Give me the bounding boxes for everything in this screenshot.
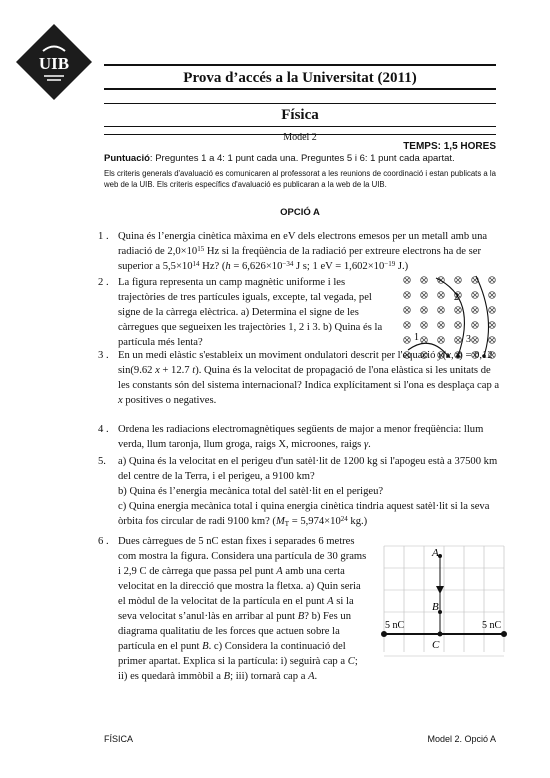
- criteria-text: Els criteris generals d'avaluació es comunicaren al professorat a les reunions de coordinació i estan publicats a la web de la UIB. Els criteris específics d'avaluació es publicaran a la web de la UIB.: [104, 169, 496, 189]
- field-into-page-symbol: [455, 277, 462, 284]
- field-into-page-symbol: [438, 307, 445, 314]
- field-into-page-symbol: [404, 322, 411, 329]
- q5-part-b: b) Quina és l’energia mecànica total del satèl·lit en el perigeu?: [118, 486, 384, 497]
- right-charge: [501, 631, 507, 637]
- field-into-page-symbol: [489, 322, 496, 329]
- field-into-page-symbol: [455, 322, 462, 329]
- trajectory-label-2: 2: [454, 292, 459, 303]
- uib-logo: [14, 22, 94, 102]
- field-into-page-symbol: [472, 292, 479, 299]
- field-into-page-symbol: [421, 292, 428, 299]
- right-charge-label: 5 nC: [482, 620, 502, 631]
- time-label: TEMPS: 1,5 HORES: [403, 141, 496, 152]
- field-into-page-symbol: [421, 337, 428, 344]
- q1-text: Quina és l’energia cinètica màxima en eV dels electrons emesos per un metall amb una radiació de $2,0\times 10^{15}$ Hz si la freqüència de la radiació per extreure electrons ha de ser superior a $5,5\times 10^{14}$ Hz? ($h = 6,626\times 10^{-34}$ J s; 1 eV = $1,602\times 10^{-19}$ J.): [118, 231, 488, 272]
- field-into-page-symbol: [404, 292, 411, 299]
- q2-number: 2 .: [98, 277, 109, 288]
- left-charge-label: 5 nC: [385, 620, 405, 631]
- field-into-page-symbol: [472, 307, 479, 314]
- q3-text: En un medi elàstic s'estableix un moviment ondulatori descrit per l'equació y(x, t) = 0,12 sin(9.62 x + 12.7 t). Quina és la velocitat de propagació de l'ona elàstica si les unitats de les constants són del sistema internacional? Indica explícitament si l'ona es desplaça cap a x positives o negatives.: [118, 350, 500, 406]
- scoring-text: : Preguntes 1 a 4: 1 punt cada una. Preguntes 5 i 6: 1 punt cada apartat.: [149, 153, 455, 164]
- charges-figure: [378, 540, 510, 658]
- field-into-page-symbol: [438, 337, 445, 344]
- field-into-page-symbol: [472, 337, 479, 344]
- trajectory-2: [436, 278, 464, 356]
- field-into-page-symbol: [421, 307, 428, 314]
- point-a-label: A: [432, 547, 439, 559]
- trajectory-label-3: 3: [466, 334, 471, 345]
- point-c-label: C: [432, 639, 440, 651]
- footer-model: Model 2. Opció A: [427, 734, 496, 744]
- subject-rule-mid: [104, 126, 496, 127]
- q5-number: 5.: [98, 456, 106, 467]
- q5-part-a: a) Quina és la velocitat en el perigeu d'un satèl·lit de 1200 kg si l'apogeu està a 37500 km del centre de la Terra, i el perigeu, a 9100 km?: [118, 456, 498, 482]
- field-into-page-symbol: [404, 337, 411, 344]
- field-into-page-symbol: [404, 277, 411, 284]
- footer-subject: FÍSICA: [104, 734, 134, 744]
- field-into-page-symbol: [489, 337, 496, 344]
- field-into-page-symbol: [489, 277, 496, 284]
- logo-text: UIB: [38, 54, 70, 73]
- q4-text: Ordena les radiacions electromagnètiques següents de major a menor freqüència: llum verda, llum taronja, llum groga, raigs X, microones, raigs γ.: [118, 424, 484, 450]
- exam-title: Prova d’accés a la Universitat (2011): [183, 70, 417, 86]
- model-label: Model 2: [283, 132, 317, 143]
- q2-text: La figura representa un camp magnètic uniforme i les trajectòries de tres partícules iguals, excepte, tal vegada, pel signe de la càrrega elèctrica. a) Determina el signe de les càrregues que segueixen les trajectòries 1, 2 i 3. b) Quina és la partícula més lenta?: [118, 277, 383, 348]
- q6-number: 6 .: [98, 536, 109, 547]
- field-into-page-symbol: [421, 322, 428, 329]
- trajectory-label-1: 1: [414, 332, 419, 343]
- field-into-page-symbol: [438, 322, 445, 329]
- q5-part-c: c) Quina energia mecànica total i quina energia cinètica tindria aquest satèl·lit si la seva òrbita fos circular de radi 9100 km? ($M_T = 5,974\times 10^{24}$ kg.): [118, 501, 490, 528]
- option-title: OPCIÓ A: [280, 207, 320, 218]
- field-into-page-symbol: [455, 337, 462, 344]
- trajectory-3: [476, 276, 489, 356]
- q5-text: [118, 454, 502, 529]
- field-into-page-symbol: [421, 277, 428, 284]
- header-rule-bottom: [104, 88, 496, 90]
- subject-title: Física: [281, 107, 319, 123]
- scoring-line: [104, 153, 504, 164]
- point-b-label: B: [432, 601, 439, 613]
- scoring-label: Puntuació: [104, 153, 150, 164]
- charges-grid: [384, 546, 504, 656]
- q4-number: 4 .: [98, 424, 109, 435]
- field-into-page-symbol: [472, 322, 479, 329]
- field-into-page-symbol: [438, 292, 445, 299]
- q3-number: 3 .: [98, 350, 109, 361]
- field-into-page-symbol: [404, 307, 411, 314]
- header-rule-top: [104, 64, 496, 66]
- q6-text: Dues càrregues de 5 nC estan fixes i separades 6 metres com mostra la figura. Considera una partícula de 30 grams i 2,9 C de càrrega que passa pel punt A amb una certa velocitat en la direcció que mostra la fletxa. a) Quin seria el mòdul de la velocitat de la partícula en el punt A si la seva velocitat s’anul·làs en arribar al punt B? b) Fes un diagrama qualitatiu de les forces que actuen sobre la partícula en el punt B. c) Considera la continuació del primer apartat. Explica si la partícula: i) seguirà cap a C; ii) es quedarà immòbil a B; iii) tornarà cap a A.: [118, 536, 367, 682]
- field-into-page-symbol: [489, 307, 496, 314]
- field-into-page-symbol: [489, 292, 496, 299]
- left-charge: [381, 631, 387, 637]
- q1-number: 1 .: [98, 231, 109, 242]
- field-into-page-symbol: [455, 307, 462, 314]
- subject-rule-top: [104, 103, 496, 104]
